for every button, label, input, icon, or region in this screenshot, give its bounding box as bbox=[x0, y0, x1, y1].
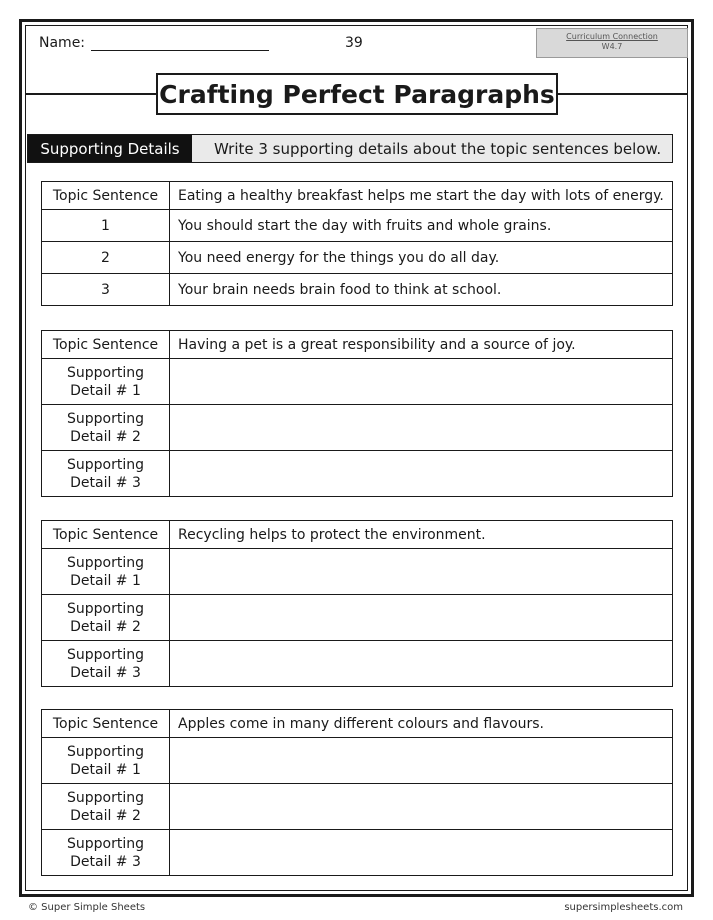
instructions-label: Supporting Details bbox=[28, 135, 192, 162]
supporting-detail-answer[interactable] bbox=[170, 595, 673, 641]
name-row bbox=[39, 35, 269, 51]
supporting-detail-row bbox=[42, 784, 673, 830]
supporting-detail-answer[interactable] bbox=[170, 405, 673, 451]
supporting-detail-answer[interactable] bbox=[170, 549, 673, 595]
supporting-detail-label: Supporting Detail # 3 bbox=[42, 830, 170, 876]
exercise-topic-row bbox=[42, 710, 673, 738]
curriculum-code: W4.7 bbox=[601, 42, 623, 51]
example-row bbox=[42, 274, 673, 306]
exercise-table-2 bbox=[41, 520, 673, 687]
supporting-detail-row bbox=[42, 405, 673, 451]
exercise-topic-sentence: Apples come in many different colours and flavours. bbox=[170, 710, 673, 738]
page-number: 39 bbox=[345, 35, 363, 51]
supporting-detail-answer[interactable] bbox=[170, 738, 673, 784]
footer-website[interactable]: supersimplesheets.com bbox=[564, 902, 683, 913]
supporting-detail-answer[interactable] bbox=[170, 784, 673, 830]
exercise-table-1 bbox=[41, 330, 673, 497]
example-topic-row bbox=[42, 182, 673, 210]
example-detail-text: Your brain needs brain food to think at school. bbox=[170, 274, 673, 306]
example-row bbox=[42, 210, 673, 242]
supporting-detail-label: Supporting Detail # 3 bbox=[42, 451, 170, 497]
supporting-detail-row bbox=[42, 549, 673, 595]
exercise-topic-sentence: Having a pet is a great responsibility and a source of joy. bbox=[170, 331, 673, 359]
example-table bbox=[41, 181, 673, 306]
exercise-topic-row bbox=[42, 521, 673, 549]
supporting-detail-label: Supporting Detail # 3 bbox=[42, 641, 170, 687]
example-detail-text: You need energy for the things you do all day. bbox=[170, 242, 673, 274]
footer-copyright: © Super Simple Sheets bbox=[28, 902, 146, 913]
example-topic-sentence: Eating a healthy breakfast helps me start the day with lots of energy. bbox=[170, 182, 673, 210]
supporting-detail-label: Supporting Detail # 2 bbox=[42, 784, 170, 830]
supporting-detail-row bbox=[42, 359, 673, 405]
supporting-detail-answer[interactable] bbox=[170, 451, 673, 497]
name-field[interactable] bbox=[91, 37, 269, 51]
supporting-detail-row bbox=[42, 641, 673, 687]
supporting-detail-row bbox=[42, 738, 673, 784]
supporting-detail-row bbox=[42, 830, 673, 876]
example-row-number: 3 bbox=[42, 274, 170, 306]
example-row-number: 1 bbox=[42, 210, 170, 242]
supporting-detail-row bbox=[42, 595, 673, 641]
topic-sentence-label: Topic Sentence bbox=[42, 331, 170, 359]
supporting-detail-label: Supporting Detail # 1 bbox=[42, 549, 170, 595]
instructions-bar bbox=[27, 134, 673, 163]
supporting-detail-row bbox=[42, 451, 673, 497]
supporting-detail-label: Supporting Detail # 2 bbox=[42, 405, 170, 451]
topic-sentence-label: Topic Sentence bbox=[42, 521, 170, 549]
exercise-topic-row bbox=[42, 331, 673, 359]
supporting-detail-label: Supporting Detail # 1 bbox=[42, 359, 170, 405]
topic-sentence-label: Topic Sentence bbox=[42, 710, 170, 738]
worksheet-title: Crafting Perfect Paragraphs bbox=[156, 73, 558, 115]
supporting-detail-answer[interactable] bbox=[170, 830, 673, 876]
name-label: Name: bbox=[39, 35, 86, 51]
curriculum-connection-box bbox=[536, 28, 688, 58]
example-row bbox=[42, 242, 673, 274]
exercise-topic-sentence: Recycling helps to protect the environment. bbox=[170, 521, 673, 549]
example-row-number: 2 bbox=[42, 242, 170, 274]
supporting-detail-label: Supporting Detail # 1 bbox=[42, 738, 170, 784]
example-detail-text: You should start the day with fruits and whole grains. bbox=[170, 210, 673, 242]
curriculum-title: Curriculum Connection bbox=[566, 32, 658, 41]
supporting-detail-answer[interactable] bbox=[170, 641, 673, 687]
supporting-detail-label: Supporting Detail # 2 bbox=[42, 595, 170, 641]
exercise-table-3 bbox=[41, 709, 673, 876]
supporting-detail-answer[interactable] bbox=[170, 359, 673, 405]
topic-sentence-label: Topic Sentence bbox=[42, 182, 170, 210]
instructions-text: Write 3 supporting details about the topic sentences below. bbox=[192, 135, 672, 162]
